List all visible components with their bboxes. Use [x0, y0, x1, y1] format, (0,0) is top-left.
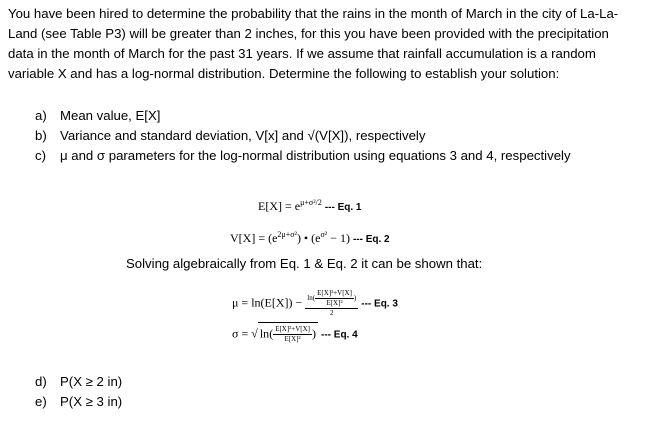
- item-text: Variance and standard deviation, V[x] and √(V[X]), respectively: [60, 128, 426, 143]
- item-label: e): [35, 394, 47, 409]
- eq4-lhs: σ =: [232, 326, 252, 341]
- eq4-tag: --- Eq. 4: [321, 329, 358, 341]
- list-item: [35, 372, 122, 392]
- question-list-bottom: [35, 372, 122, 412]
- eq2-body: V[X] = (e: [230, 231, 278, 245]
- eq4-numerator: E[X]²+V[X]: [275, 325, 310, 333]
- eq3-inner-fraction: [315, 289, 354, 308]
- item-label: d): [35, 374, 47, 389]
- list-item: [35, 106, 571, 126]
- eq2-mid: ) • (e: [296, 231, 321, 245]
- list-item: [35, 392, 122, 412]
- eq3-outer-numerator: ln( $\frac{\text{E[X]²+V[X]}}{\text{E[X]²}}$ ): [307, 289, 357, 307]
- equation-1: [258, 198, 362, 214]
- eq3-outer-denominator: 2: [330, 309, 334, 317]
- item-label: a): [35, 108, 47, 123]
- equation-4: σ = √ ln( $\frac{\text{E[X]²+V[X]}}{\text{E[X]²}}$ ) --- Eq. 4: [232, 322, 358, 344]
- item-text: Mean value, E[X]: [60, 108, 161, 123]
- item-label: c): [35, 148, 46, 163]
- eq4-fraction: [273, 325, 312, 344]
- eq2-end: − 1): [327, 231, 350, 245]
- item-text: P(X ≥ 2 in): [60, 374, 123, 389]
- eq3-tag: --- Eq. 3: [361, 298, 398, 310]
- item-text: P(X ≥ 3 in): [60, 394, 123, 409]
- eq3-outer-fraction: [305, 289, 358, 318]
- eq3-denominator: E[X]²: [326, 299, 343, 307]
- eq4-ln: ln: [259, 326, 270, 341]
- eq2-exponent-2: σ²: [320, 230, 328, 239]
- eq2-exponent-1: 2μ+σ²: [277, 230, 297, 239]
- equation-3: [232, 289, 398, 318]
- solving-text: Solving algebraically from Eq. 1 & Eq. 2 it can be shown that:: [126, 256, 483, 271]
- item-text: μ and σ parameters for the log-normal distribution using equations 3 and 4, respectively: [60, 148, 571, 163]
- list-item: [35, 146, 571, 166]
- eq3-lhs: μ = ln(E[X]) −: [232, 295, 303, 310]
- eq4-denominator: E[X]²: [284, 335, 301, 343]
- eq2-tag: --- Eq. 2: [352, 234, 390, 245]
- eq3-numerator: E[X]²+V[X]: [317, 289, 352, 297]
- eq1-tag: --- Eq. 1: [324, 202, 362, 213]
- eq1-exponent: μ+σ²/2: [300, 198, 322, 207]
- item-label: b): [35, 128, 47, 143]
- list-item: [35, 126, 571, 146]
- question-list-top: [35, 106, 571, 166]
- eq3-ln: ln: [307, 294, 313, 303]
- equation-2: [230, 230, 390, 246]
- eq4-radicand: ln( $\frac{\text{E[X]²+V[X]}}{\text{E[X]²}}$ ): [258, 322, 318, 344]
- eq1-lhs: E[X] = e: [258, 199, 301, 213]
- problem-statement: You have been hired to determine the probability that the rains in the month of March in the city of La-La-Land (see Table P3) will be greater than 2 inches, for this you have been provided with the precipitation data in the month of March for the past 31 years. If we assume that rainfall accumulation is a random variable X and has a log-normal distribution. Determine the following to establish your solution:: [8, 6, 619, 81]
